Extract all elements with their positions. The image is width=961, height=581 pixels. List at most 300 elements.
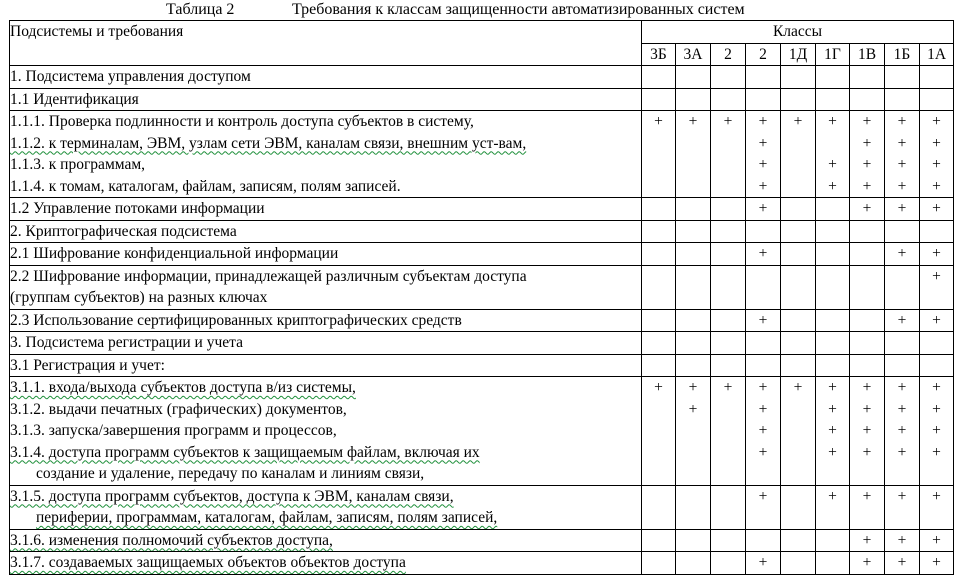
class-mark-cell [816,309,850,332]
requirement-mark: + [897,311,907,329]
requirement-mark: + [758,400,768,418]
requirement-text: периферии, программам, каталогам, файлам, записям, полям записей, [36,509,498,526]
requirement-mark [816,89,849,111]
requirement-mark: + [862,177,872,195]
requirement-mark [920,507,953,529]
requirement-mark: + [758,113,768,130]
requirement-mark [676,243,710,265]
requirement-mark: + [793,379,803,396]
requirement-mark: + [758,443,768,461]
requirement-text: 1.1.2. к терминалам, ЭВМ, узлам сети ЭВМ, каналам связи, внешним уст-вам, [10,134,527,152]
class-mark-cell [746,309,781,332]
class-mark-cell [711,485,746,529]
requirement-text: 1.1.1. Проверка подлинности и контроль доступа субъектов в систему, [10,113,474,130]
class-mark-cell [920,111,954,198]
class-mark-cell [711,111,746,198]
requirement-mark: + [897,379,907,396]
requirement-mark: + [828,379,837,396]
requirement-mark [816,287,849,309]
requirement-mark [885,221,919,243]
class-mark-cell [746,529,781,552]
class-mark-cell [850,198,885,221]
class-mark-cell [711,309,746,332]
requirement-mark: + [862,200,872,217]
requirement-mark: + [828,156,837,173]
requirement-mark [885,507,919,529]
requirement-mark [711,355,745,377]
requirement-mark [642,176,675,198]
requirement-mark [711,198,745,220]
requirement-mark: + [688,400,698,418]
class-mark-cell [885,243,920,266]
requirement-mark [816,266,849,288]
requirement-text: 3.1 Регистрация и учет: [10,356,165,374]
class-mark-cell [781,332,816,355]
requirement-mark [642,355,675,377]
requirement-mark: + [758,554,768,571]
class-mark-cell [642,111,676,198]
requirement-text: 2.3 Использование сертифицированных криптографических средств [10,311,462,329]
requirement-mark [781,154,815,176]
requirement-mark: + [723,379,733,396]
requirement-mark [746,221,780,243]
requirement-mark [642,420,675,442]
class-mark-cell [676,332,711,355]
requirement-mark [781,507,815,529]
requirement-mark [676,463,710,485]
requirement-mark [711,486,745,508]
table-row [10,332,954,355]
requirement-mark [781,176,815,198]
requirement-mark [711,176,745,198]
table-row [10,265,954,309]
class-mark-cell [642,309,676,332]
class-mark-cell [746,552,781,575]
requirement-mark [816,463,849,485]
class-mark-cell [642,485,676,529]
requirement-mark [816,198,849,220]
requirement-mark [642,530,675,552]
requirement-text: 1.1.4. к томам, каталогам, файлам, записям, полям записей. [10,177,401,195]
requirement-cell [10,332,642,355]
class-mark-cell [885,265,920,309]
requirement-cell [10,243,642,266]
class-mark-cell [642,529,676,552]
table-row [10,111,954,198]
requirement-mark [850,507,884,529]
requirement-mark [781,287,815,309]
class-mark-cell [781,309,816,332]
requirement-mark: + [932,245,941,262]
requirement-mark [676,486,710,508]
requirement-mark [711,133,745,155]
class-3a: 3А [676,43,711,66]
requirement-mark [676,507,710,529]
requirement-cell [10,485,642,529]
requirement-mark: + [828,443,837,461]
requirement-mark [781,486,815,508]
requirement-mark: + [897,487,907,505]
class-mark-cell [920,377,954,486]
requirement-mark [711,243,745,265]
class-mark-cell [885,377,920,486]
class-mark-cell [920,309,954,332]
requirement-mark [746,355,780,377]
class-mark-cell [920,332,954,355]
class-mark-cell [920,66,954,89]
requirement-mark [816,332,849,354]
requirement-mark: + [758,311,768,329]
table-row [10,66,954,89]
class-mark-cell [885,529,920,552]
class-mark-cell [816,111,850,198]
class-mark-cell [781,265,816,309]
table-number: Таблица 2 [166,1,235,18]
requirement-mark [676,198,710,220]
requirement-mark: + [688,113,698,130]
class-2a: 2 [711,43,746,66]
table-row [10,309,954,332]
class-mark-cell [885,354,920,377]
class-mark-cell [920,265,954,309]
requirement-mark: + [688,379,698,396]
requirement-mark [920,355,953,377]
class-mark-cell [676,111,711,198]
class-mark-cell [746,198,781,221]
requirement-mark [781,463,815,485]
requirement-mark [850,221,884,243]
class-1v: 1В [850,43,885,66]
class-mark-cell [746,332,781,355]
class-mark-cell [850,66,885,89]
requirement-text: 1.2 Управление потоками информации [10,200,265,217]
requirement-mark [850,243,884,265]
requirement-mark: + [932,134,941,152]
requirement-mark [746,266,780,288]
class-mark-cell [920,485,954,529]
class-mark-cell [850,88,885,111]
class-mark-cell [920,354,954,377]
requirement-mark [676,355,710,377]
requirement-mark [816,507,849,529]
requirement-mark [850,332,884,354]
class-mark-cell [920,198,954,221]
requirement-mark: + [654,113,663,130]
table-row [10,377,954,486]
requirement-mark [642,399,675,421]
class-mark-cell [711,243,746,266]
requirement-mark [711,287,745,309]
requirement-mark [920,332,953,354]
class-mark-cell [781,66,816,89]
requirement-mark [816,133,849,155]
requirement-cell [10,529,642,552]
requirement-mark [711,552,745,574]
requirement-mark [781,310,815,332]
class-mark-cell [920,529,954,552]
requirement-mark [781,221,815,243]
requirement-mark: + [758,487,768,505]
class-mark-cell [920,88,954,111]
requirement-mark [642,154,675,176]
requirement-mark: + [932,487,941,505]
table-row [10,243,954,266]
class-1b: 1Б [885,43,920,66]
class-mark-cell [642,220,676,243]
requirement-mark: + [932,400,941,418]
class-mark-cell [885,88,920,111]
requirement-text: (группам субъектов) на разных ключах [10,289,268,306]
requirement-mark [885,66,919,88]
requirement-mark [746,89,780,111]
requirement-mark: + [862,113,872,130]
class-mark-cell [816,552,850,575]
requirement-mark [676,442,710,464]
requirement-mark [885,332,919,354]
requirement-mark: + [828,177,837,195]
class-mark-cell [816,529,850,552]
requirement-cell [10,66,642,89]
class-mark-cell [885,111,920,198]
requirement-mark [642,266,675,288]
requirement-mark [642,89,675,111]
requirement-mark [816,552,849,574]
requirement-mark [642,287,675,309]
requirement-mark: + [897,134,907,152]
class-mark-cell [746,66,781,89]
class-mark-cell [676,485,711,529]
requirement-mark [885,463,919,485]
requirement-mark [642,486,675,508]
class-mark-cell [676,309,711,332]
requirement-mark: + [758,134,768,152]
class-mark-cell [885,220,920,243]
requirement-mark [676,154,710,176]
requirement-mark [781,420,815,442]
requirement-cell [10,265,642,309]
requirement-mark: + [897,400,907,418]
requirement-mark [885,266,919,288]
requirement-mark [850,89,884,111]
class-mark-cell [711,265,746,309]
class-mark-cell [850,377,885,486]
table-row [10,485,954,529]
requirement-mark [676,310,710,332]
requirement-text: 3.1.7. создаваемых защищаемых объектов объектов доступа [10,554,406,571]
class-1g: 1Г [816,43,850,66]
class-mark-cell [781,198,816,221]
class-mark-cell [816,243,850,266]
requirement-mark [676,266,710,288]
class-mark-cell [850,485,885,529]
requirement-mark [642,66,675,88]
class-mark-cell [816,332,850,355]
class-mark-cell [746,354,781,377]
requirement-mark: + [828,487,837,505]
requirement-text: 3.1.5. доступа программ субъектов, доступа к ЭВМ, каналам связи, [10,487,454,505]
requirement-cell [10,220,642,243]
requirement-mark [781,399,815,421]
class-mark-cell [816,485,850,529]
requirement-mark: + [758,422,768,439]
requirement-cell [10,198,642,221]
requirement-mark [885,89,919,111]
requirement-mark: + [897,200,907,217]
class-mark-cell [781,354,816,377]
requirement-mark: + [897,177,907,195]
requirement-mark [850,266,884,288]
requirement-mark [642,310,675,332]
table-title: Требования к классам защищенности автоматизированных систем [292,1,745,18]
requirement-mark: + [758,177,768,195]
class-mark-cell [885,198,920,221]
requirement-mark [676,420,710,442]
requirement-mark [676,89,710,111]
requirement-mark: + [828,113,837,130]
requirement-mark [920,221,953,243]
requirement-mark: + [862,379,872,396]
class-mark-cell [676,265,711,309]
requirement-mark [711,266,745,288]
class-mark-cell [885,552,920,575]
class-mark-cell [711,88,746,111]
class-mark-cell [850,265,885,309]
table-row [10,354,954,377]
requirement-mark [746,332,780,354]
requirement-mark [816,355,849,377]
class-mark-cell [781,111,816,198]
class-mark-cell [676,552,711,575]
class-mark-cell [781,485,816,529]
class-mark-cell [676,529,711,552]
requirement-mark: + [932,422,941,439]
class-1a: 1А [920,43,954,66]
requirement-mark: + [897,531,907,549]
class-mark-cell [676,66,711,89]
requirements-body [10,66,954,575]
requirement-mark: + [932,267,941,285]
class-mark-cell [711,198,746,221]
requirement-mark [711,442,745,464]
class-mark-cell [746,485,781,529]
requirement-mark [711,530,745,552]
requirement-mark [676,133,710,155]
table-row [10,88,954,111]
requirement-mark [816,310,849,332]
class-mark-cell [746,243,781,266]
requirement-mark [816,243,849,265]
requirement-mark [711,399,745,421]
requirement-mark [642,198,675,220]
requirement-text: 1. Подсистема управления доступом [10,68,251,85]
requirement-mark: + [932,531,941,549]
requirement-mark [850,355,884,377]
requirement-mark: + [758,200,768,217]
class-mark-cell [781,243,816,266]
class-mark-cell [676,354,711,377]
requirement-mark: + [932,554,941,571]
requirement-mark: + [758,245,768,262]
requirement-mark [850,287,884,309]
requirement-mark: + [862,156,872,173]
requirement-mark: + [932,443,941,461]
requirement-mark: + [897,156,907,173]
requirement-mark: + [897,113,907,130]
requirement-mark [642,332,675,354]
requirement-mark [781,266,815,288]
requirement-mark: + [932,177,941,195]
requirement-mark [816,530,849,552]
requirement-mark [781,530,815,552]
requirement-mark [781,89,815,111]
requirement-mark: + [862,443,872,461]
class-mark-cell [642,354,676,377]
class-mark-cell [676,198,711,221]
requirement-mark [711,507,745,529]
class-mark-cell [711,220,746,243]
requirement-mark [676,66,710,88]
class-mark-cell [676,243,711,266]
requirement-mark [781,552,815,574]
requirement-mark [642,463,675,485]
table-row [10,220,954,243]
requirement-mark: + [862,554,872,571]
requirement-mark [642,552,675,574]
class-mark-cell [816,220,850,243]
class-mark-cell [885,66,920,89]
requirement-mark [711,310,745,332]
requirement-mark: + [828,400,837,418]
requirement-mark [676,552,710,574]
class-mark-cell [642,332,676,355]
class-mark-cell [816,88,850,111]
class-mark-cell [920,220,954,243]
class-mark-cell [920,552,954,575]
class-mark-cell [642,552,676,575]
requirement-cell [10,309,642,332]
requirement-text: 3.1.1. входа/выхода субъектов доступа в/из системы, [10,379,356,396]
class-mark-cell [850,332,885,355]
requirement-mark [781,355,815,377]
class-mark-cell [711,552,746,575]
requirement-mark: + [793,113,803,130]
class-mark-cell [920,243,954,266]
requirement-mark: + [932,311,941,329]
requirement-mark: + [862,134,872,152]
class-mark-cell [885,332,920,355]
requirement-mark [850,310,884,332]
class-mark-cell [781,529,816,552]
requirement-mark: + [758,379,768,396]
requirement-mark [746,507,780,529]
class-mark-cell [850,220,885,243]
requirement-mark [642,133,675,155]
requirement-mark: + [862,422,872,439]
class-mark-cell [781,552,816,575]
requirement-mark: + [897,422,907,439]
requirement-mark [676,332,710,354]
requirement-text: 3.1.3. запуска/завершения программ и процессов, [10,422,337,439]
requirement-mark: + [758,156,768,173]
requirement-mark: + [897,245,907,262]
requirement-mark [676,530,710,552]
class-mark-cell [746,265,781,309]
requirement-mark: + [897,554,907,571]
class-mark-cell [816,265,850,309]
requirement-text: 1.1 Идентификация [10,90,139,108]
requirement-mark [781,66,815,88]
requirement-text: 3.1.4. доступа программ субъектов к защищаемым файлам, включая их [10,443,480,461]
